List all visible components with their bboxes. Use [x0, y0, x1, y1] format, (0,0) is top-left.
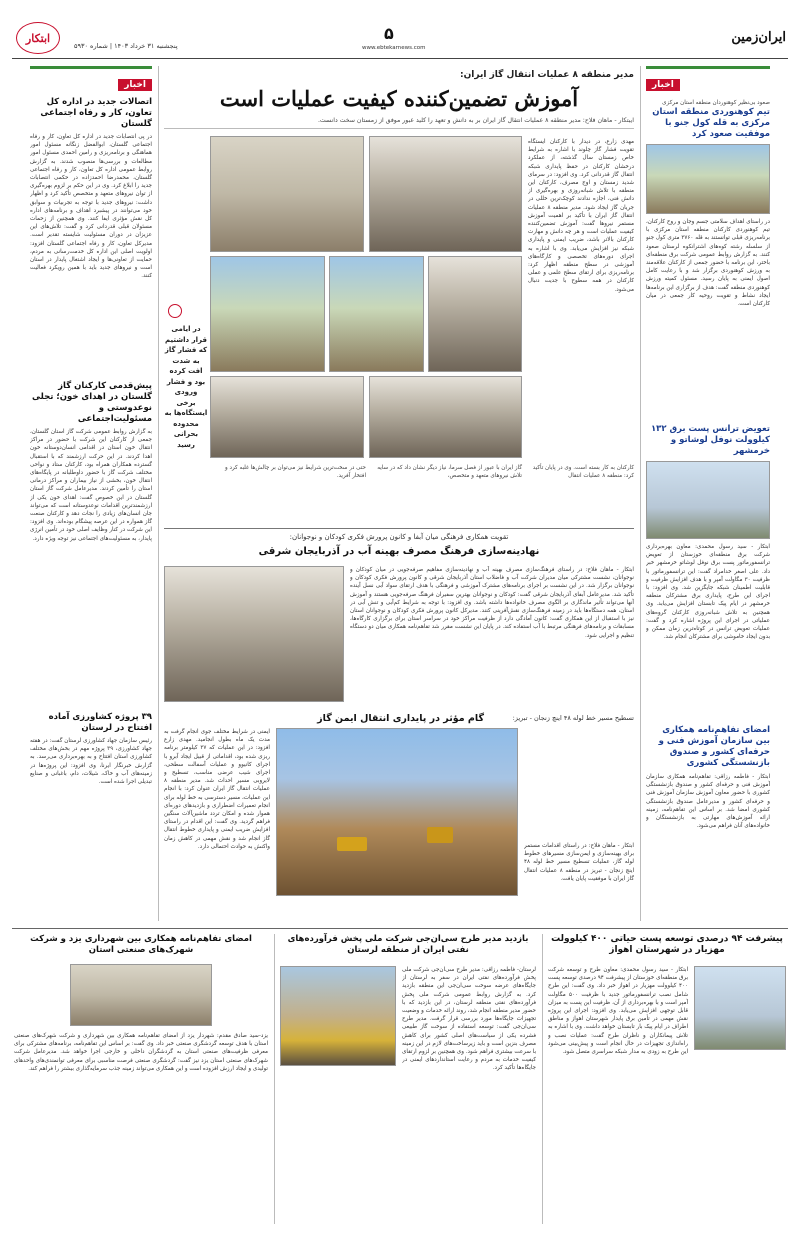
photo-pipeline-road: [276, 728, 518, 896]
water-article: [164, 528, 634, 708]
left-news1-body: در پی انتصابات جدید در اداره کل تعاون، کار و رفاه اجتماعی گلستان، ابوالفضل زنگانه مسئول امور هماهنگی و برنامه‌ریزی و رامین احمدی مسئول امور مطالعات و بررسی‌ها منصوب شدند. به گزارش روابط عمومی اداره کل تعاون، کار و رفاه اجتماعی گلستان، محمدرضا احمدزاده در حکمی انتصابات جدید را ابلاغ کرد. وی در این حکم بر لزوم بهره‌گیری از توان نیروهای متعهد و متخصص تأکید کرد و اظهار داشت: نیروهای جدید با توجه به تجربیات و سوابق خود می‌توانند در پیشبرد اهداف و برنامه‌های اداره کل نقش مؤثری ایفا کنند. وی همچنین از زحمات مسئولان قبلی قدردانی کرد و گفت: تلاش‌های این عزیزان در دوران مسئولیت شایسته تقدیر است. مدیرکل تعاون، کار و رفاه اجتماعی گلستان افزود: اولویت اصلی این اداره کل خدمت‌رسانی به مردم، حمایت از تعاونی‌ها و ایجاد اشتغال پایدار در استان است و نیروهای جدید باید با همین رویکرد فعالیت کنند.: [30, 134, 152, 280]
left-news-column: [30, 66, 152, 586]
main-body: مهدی زارع، در دیدار با کارکنان ایستگاه تقویت فشار گاز چلوند با اشاره به شرایط خاص زمستان سال گذشته، از عملکرد درخشان کارکنان در حفظ پایداری شبکه انتقال گاز قدردانی کرد. وی افزود: در سرمای شدید زمستان و اوج مصرف، کارکنان این منطقه با تلاش شبانه‌روزی و بهره‌گیری از دانش فنی، اجازه ندادند کوچک‌ترین خللی در جریان گاز ایجاد شود. مدیر منطقه ۸ عملیات انتقال گاز ایران با تأکید بر اهمیت آموزش مستمر نیروها گفت: آموزش تضمین‌کننده کیفیت عملیات است و هر چه دانش و مهارت کارکنان بالاتر باشد، ضریب ایمنی و پایداری شبکه نیز افزایش می‌یابد. وی با اشاره به اجرای دوره‌های تخصصی و کارگاه‌های آموزشی در سطح منطقه اظهار کرد: برنامه‌ریزی برای ارتقای سطح علمی و عملی کارکنان در همه سطوح با جدیت دنبال می‌شود.: [528, 139, 634, 293]
headline-divider: [164, 128, 634, 129]
pullquote-icon: [168, 304, 182, 318]
photo-conference-table: [210, 376, 364, 458]
pipeline-kicker: تسطیح مسیر خط لوله ۴۸ اینچ زنجان - تبریز:: [512, 714, 634, 722]
right-news1-body: در راستای اهداف سلامتی جسم وجان و روح کارکنان، تیم کوهنوردی کارکنان منطقه استان مرکزی با برنامه‌ریزی قبلی توانستند به قله ۳۷۶۰ متری کول جنو از سلسله رشته کوه‌های اشترانکوه لرستان صعود کنند. به گزارش روابط عمومی شرکت برق منطقه‌ای باختر، این برنامه با حضور جمعی از کارکنان علاقه‌مند به ورزش کوهنوردی برگزار شد و با رعایت کامل اصول ایمنی به پایان رسید. مسئول کمیته ورزش کوهنوردی منطقه گفت: هدف از برگزاری این برنامه‌ها ایجاد نشاط و تقویت روحیه کار جمعی در میان کارکنان است.: [646, 219, 770, 308]
logo-text: ابتکار: [25, 31, 51, 45]
ahvaz-title: پیشرفت ۹۴ درصدی توسعه پست حیاتی ۴۰۰ کیلوولت مهزیار در شهرستان اهواز: [551, 934, 783, 955]
main-caption-mid: گاز ایران با عبور از فصل سرما، نیاز دیگر نشان داد که در سایه تلاش نیروهای متعهد و متخصص،: [377, 465, 522, 479]
photo-staff-session: [369, 376, 522, 458]
left-section-tag: اخبار: [118, 79, 152, 91]
water-kicker: تقویت همکاری فرهنگی میان آبفا و کانون پرورش فکری کودکان و نوجوانان:: [289, 533, 509, 541]
left-news2-body: به گزارش روابط عمومی شرکت گاز استان گلستان، جمعی از کارکنان این شرکت با حضور در مراکز انتقال خون استان در اقدامی انسان‌دوستانه خون اهدا کردند. در این حرکت ارزشمند که با استقبال گسترده همکاران همراه بود، کارکنان ستاد و نواحی مختلف شرکت گاز با حضور داوطلبانه در پایگاه‌های انتقال خون، بخشی از نیاز بیماران و مراکز درمانی استان را تأمین کردند. مدیرعامل شرکت گاز استان گلستان در این خصوص گفت: اهدای خون یکی از ارزشمندترین اقدامات نوعدوستانه است که می‌تواند جان انسان‌های زیادی را نجات دهد و کارکنان صنعت گاز همواره در این عرصه پیشگام بوده‌اند. وی افزود: این شرکت در کنار وظایف اصلی خود در تأمین انرژی پایدار، به مسئولیت‌های اجتماعی نیز توجه ویژه دارد.: [30, 429, 152, 542]
right-column-divider: [640, 66, 641, 921]
main-kicker: مدیر منطقه ۸ عملیات انتقال گاز ایران:: [460, 70, 634, 80]
main-lead: ایبتکار - ماهان فلاح: مدیر منطقه ۸ عملیات انتقال گاز ایران بر به دانش و تعهد را کلید عبور موفق از زمستان سخت دانست.: [317, 117, 634, 124]
left-column-bar: [30, 66, 152, 69]
water-article-top-rule: [164, 528, 634, 529]
main-article: [164, 66, 634, 521]
bottom-story-ahvaz: [548, 934, 786, 1224]
website[interactable]: www.ebtekarnews.com: [362, 45, 426, 51]
yazd-body: یزد-سید صادق مقدم: شهردار یزد از امضای تفاهم‌نامه همکاری بین شهرداری و شرکت شهرک‌های صنعتی استان با هدف توسعه گردشگری صنعتی خبر داد. وی گفت: بر اساس این تفاهم‌نامه، برنامه‌های مشترکی برای معرفی ظرفیت‌های صنعتی استان به گردشگران داخلی و خارجی اجرا خواهد شد. مدیرعامل شرکت شهرک‌های صنعتی استان یزد نیز گفت: گردشگری صنعتی فرصت مناسبی برای معرفی توانمندی‌های واحدهای تولیدی و ایجاد ارزش افزوده است و این همکاری می‌تواند زمینه جذب سرمایه‌گذاری بیشتر را فراهم کند.: [14, 1033, 268, 1072]
main-caption-right: کارکنان به کار بسته است. وی در پایان تأکید کرد: منطقه ۸ عملیات انتقال: [532, 465, 634, 479]
photo-yazd-signing: [70, 964, 212, 1026]
cng-title: بازدید مدیر طرح سی‌ان‌جی شرکت ملی پخش فرآورده‌های نفتی ایران از منطقه لرستان: [287, 934, 529, 955]
page-number: ۵: [384, 24, 394, 43]
main-caption-left: حتی در سخت‌ترین شرایط نیز می‌توان بر چالش‌ها غلبه کرد و افتخار آفرید.: [224, 465, 366, 479]
newspaper-logo: [16, 22, 60, 54]
left-column-divider: [158, 66, 159, 921]
photo-site-visit: [210, 256, 325, 372]
right-news2-body: ابتکار - سید رسول محمدی: معاون بهره‌برداری شرکت برق منطقه‌ای خوزستان از تعویض ترانسفورماتور پست برق نوفل لوشاتو خرمشهر خبر داد. علی اصغر خدامراد گفت: این ترانسفورماتور با ظرفیت ۳۰ مگاولت آمپر و با هدف افزایش ظرفیت و قابلیت اطمینان شبکه جایگزین شد. وی افزود: با اجرای این طرح، پایداری برق مشترکان منطقه خرمشهر در ایام پیک تابستان افزایش می‌یابد. وی همچنین به تلاش شبانه‌روزی کارکنان گروه‌های عملیاتی در اجرای این پروژه اشاره کرد و گفت: عملیات تعویض ترانس در کوتاه‌ترین زمان ممکن و بدون ایجاد خاموشی برای مشترکان انجام شد.: [646, 544, 770, 641]
photo-mountaineers: [646, 144, 770, 214]
left-news3: [30, 712, 152, 917]
right-news1-title: تیم کوهنوردی منطقه استان مرکزی به قله کول جنو با موفقیت صعود کرد: [652, 107, 770, 139]
photo-team-meeting: [428, 256, 522, 372]
bottom-divider-1: [542, 934, 543, 1224]
bottom-story-cng: [280, 934, 536, 1224]
pipeline-title: گام مؤثر در پایداری انتقال ایمن گاز: [317, 713, 484, 724]
cng-body: لرستان- فاطمه رزاقی: مدیر طرح سی‌ان‌جی شرکت ملی پخش فرآورده‌های نفتی ایران در سفر به لرستان از جایگاه‌های عرضه سوخت سی‌ان‌جی این منطقه بازدید کرد. به گزارش روابط عمومی شرکت ملی پخش فرآورده‌های نفتی منطقه لرستان، در این بازدید که با حضور مدیر منطقه انجام شد، روند ارائه خدمات و وضعیت تجهیزات جایگاه‌ها مورد بررسی قرار گرفت. مدیر طرح سی‌ان‌جی گفت: توسعه استفاده از سوخت گاز طبیعی فشرده یکی از سیاست‌های اصلی کشور برای کاهش مصرف بنزین است و باید زیرساخت‌های لازم در این زمینه با سرعت بیشتری فراهم شود. وی همچنین بر لزوم ارتقای کیفیت خدمات به مردم و رعایت استانداردهای ایمنی در جایگاه‌ها تأکید کرد.: [402, 967, 536, 1072]
photo-manager-portrait: [210, 136, 364, 252]
photo-water-meeting: [164, 566, 344, 702]
yazd-title: امضای تفاهم‌نامه همکاری بین شهرداری یزد و شرکت شهرک‌های صنعتی استان: [30, 934, 252, 955]
pullquote: در ایامی قرار داشتیم که فشار گاز به شدت افت کرده بود و فشار ورودی برخی ایستگاه‌ها به محدوده بحرانی رسید: [164, 325, 208, 449]
bulldozer-shape: [337, 837, 367, 851]
right-news3-title: امضای تفاهم‌نامه همکاری بین سازمان آموزش فنی و حرفه‌ای کشور و صندوق بازنشستگی کشوری: [658, 725, 770, 768]
ahvaz-body: ابتکار - سید رسول محمدی: معاون طرح و توسعه شرکت برق منطقه‌ای خوزستان از پیشرفت ۹۴ درصدی توسعه پست ۴۰۰ کیلوولت مهزیار در اهواز خبر داد. وی گفت: این طرح شامل نصب ترانسفورماتور جدید با ظرفیت ۵۰۰ مگاولت آمپر است و با بهره‌برداری از آن، ظرفیت این پست به میزان قابل توجهی افزایش می‌یابد. وی افزود: اجرای این پروژه نقش مهمی در تأمین برق پایدار شهرستان اهواز و مناطق اطراف در ایام پیک بار تابستان خواهد داشت. وی با اشاره به تلاش پیمانکاران و ناظران طرح گفت: عملیات نصب و راه‌اندازی تجهیزات در حال انجام است و پیش‌بینی می‌شود این طرح به زودی به مدار شبکه سراسری متصل شود.: [548, 967, 688, 1056]
photo-meeting-room: [369, 136, 522, 252]
right-column-bar: [646, 66, 770, 69]
issue-date: پنجشنبه ۳۱ خرداد ۱۴۰۳ | شماره ۵۹۳۰: [74, 42, 178, 50]
pipeline-body: ایمنی در شرایط مختلف جوی انجام گرفت به مدت یک ماه بطول انجامید. مهدی زارع افزود: در این عملیات که ۳۷ کیلومتر برنامه ریزی شده بود، اقداماتی از قبیل ایجاد آبرو با اجرای کانیوو و عملیات آسفالت سطحی، اجرای شیب عرضی مناسب، تسطیح و لایروبی مسیر احداث شد. مدیر منطقه ۸ عملیات انتقال گاز ایران عنوان کرد: با انجام این عملیات، مسیر دسترسی به خط لوله برای انجام تعمیرات اضطراری و بازدیدهای دوره‌ای هموار شده و امکان تردد ماشین‌آلات سنگین فراهم گردید. وی گفت: این اقدام در راستای افزایش ضریب ایمنی و پایداری خطوط انتقال گاز انجام شد و نقش مهمی در کاهش زمان واکنش به حوادث احتمالی دارد.: [164, 729, 270, 850]
bottom-row-rule: [12, 928, 788, 929]
water-title: نهادینه‌سازی فرهنگ مصرف بهینه آب در آذربایجان شرقی: [258, 546, 540, 557]
excavator-shape: [427, 827, 453, 843]
main-headline: آموزش تضمین‌کننده کیفیت عملیات است: [219, 86, 579, 111]
water-body: ابتکار - ماهان فلاح: در راستای فرهنگ‌سازی مصرف بهینه آب و نهادینه‌سازی مفاهیم صرفه‌جویی در میان کودکان و نوجوانان، نشست مشترکی میان مدیران شرکت آب و فاضلاب استان آذربایجان شرقی و کانون پرورش فکری کودکان و نوجوانان برگزار شد. در این نشست بر اجرای برنامه‌های مشترک آموزشی و فرهنگی با هدف ارتقای سواد آبی نسل آینده تأکید شد. مدیرعامل آبفای آذربایجان شرقی گفت: کودکان و نوجوانان بهترین سفیران فرهنگ صرفه‌جویی هستند و آموزش آنها می‌تواند تأثیر ماندگاری بر الگوی مصرف خانواده‌ها داشته باشد. وی افزود: با توجه به شرایط کم‌آبی و تنش آبی در استان، همه دستگاه‌ها باید در زمینه فرهنگ‌سازی نقش‌آفرینی کنند. مدیرکل کانون پرورش فکری کودکان و نوجوانان استان نیز با استقبال از این همکاری گفت: کانون آمادگی دارد از ظرفیت مراکز خود در سراسر استان برای برگزاری کارگاه‌ها، مسابقات و برنامه‌های فرهنگی مرتبط با آب استفاده کند. در پایان این نشست مقرر شد تفاهم‌نامه همکاری میان دو دستگاه تنظیم و اجرایی شود.: [350, 567, 634, 639]
right-section-tag: اخبار: [646, 79, 680, 91]
left-news1-title: اتصالات جدید در اداره کل تعاون، کار و رفاه اجتماعی گلستان: [40, 97, 152, 129]
left-news3-body: رئیس سازمان جهاد کشاورزی لرستان گفت: در هفته جهاد کشاورزی، ۳۹ پروژه مهم در بخش‌های مختلف کشاورزی استان افتتاح و به بهره‌برداری می‌رسد. به گزارش خبرنگار ایرنا، وی افزود: این پروژه‌ها در زمینه‌های آب و خاک، شیلات، دام، باغبانی و صنایع تبدیلی اجرا شده است.: [30, 738, 152, 786]
photo-group-outdoor: [329, 256, 424, 372]
photo-substation: [694, 966, 786, 1050]
right-news2-title: تعویض ترانس پست برق ۱۳۲ کیلوولت نوفل لوشاتو و خرمشهر: [650, 424, 770, 456]
masthead: [12, 22, 788, 62]
brand-title: ایران‌زمین: [731, 30, 786, 45]
right-news1-kicker: صعود بی‌نظیر کوهنوردان منطقه استان مرکزی: [662, 100, 770, 106]
pipeline-article: [164, 712, 634, 922]
bottom-story-yazd: [14, 934, 268, 1224]
right-news3-body: ابتکار - فاطمه رزاقی: تفاهم‌نامه همکاری سازمان آموزش فنی و حرفه‌ای کشور و صندوق بازنشستگی کشوری با حضور معاون آموزش سازمان آموزش فنی و حرفه‌ای کشور و مدیرعامل صندوق بازنشستگی کشوری امضا شد. بر اساس این تفاهم‌نامه، زمینه ارائه آموزش‌های مهارتی به بازنشستگان و خانواده‌های آنان فراهم می‌شود.: [646, 774, 770, 830]
bottom-divider-2: [274, 934, 275, 1224]
photo-transformer: [646, 461, 770, 539]
photo-cng-station: [280, 966, 396, 1066]
right-news-column: [646, 66, 770, 926]
left-news3-title: ۳۹ پروژه کشاورزی آماده افتتاح در لرستان: [48, 712, 152, 733]
pipeline-caption: ابتکار - ماهان فلاح: در راستای اقدامات مستمر برای بهینه‌سازی و ایمن‌سازی مسیرهای خطوط لوله گاز، عملیات تسطیح مسیر خط لوله ۴۸ اینچ زنجان - تبریز در منطقه ۸ عملیات انتقال گاز ایران با موفقیت پایان یافت.: [524, 843, 634, 882]
left-news2-title: پیش‌قدمی کارکنان گاز گلستان در اهدای خون؛ تجلی نوعدوستی و مسئولیت‌اجتماعی: [32, 381, 152, 424]
masthead-divider: [12, 58, 788, 59]
